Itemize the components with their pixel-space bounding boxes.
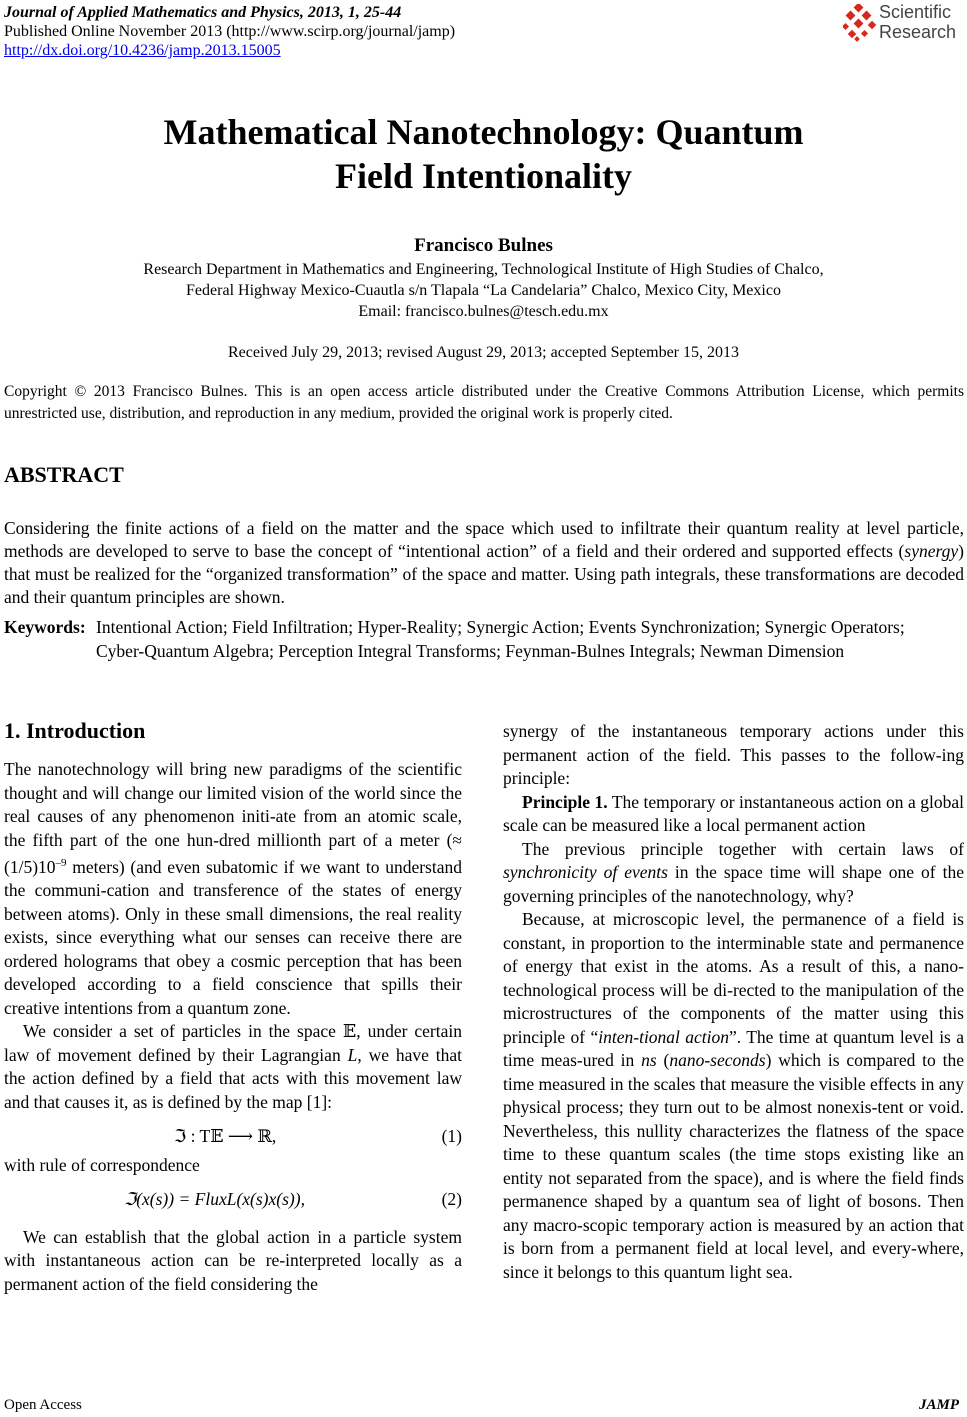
right-p2b: in the space time will shape one of the governing principles of the nanotechnology, why? xyxy=(503,862,964,906)
abstract-heading: ABSTRACT xyxy=(4,462,124,487)
affiliation-line1: Research Department in Mathematics and Engineering, Technological Institute of High Studies of Chalco, xyxy=(143,261,824,278)
left-paragraph-2 xyxy=(4,1020,462,1114)
keywords xyxy=(4,616,964,661)
affiliation-line2: Federal Highway Mexico-Cuautla s/n Tlapala “La Candelaria” Chalco, Mexico City, Mexico xyxy=(186,282,781,299)
right-p3a: Because, at microscopic level, the permanence of a field is constant, in proportion to the interminable state and permanence of energy that exist in the atoms. As a result of this, a nano-technological process will be di-rected to the manipulation of the microstructures of the components of the matter using this principle of “ xyxy=(503,909,964,1047)
abstract-synergy: synergy xyxy=(904,541,959,561)
left-paragraph-4: We can establish that the global action in a particle system with instantaneous action can be re-interpreted locally as a permanent action of the field considering the xyxy=(4,1226,462,1294)
right-paragraph-2 xyxy=(503,838,964,909)
right-p3-italic-3: nano-seconds xyxy=(669,1050,766,1070)
equation-2 xyxy=(4,1180,462,1220)
right-column xyxy=(503,720,964,1284)
equation-1 xyxy=(4,1118,462,1154)
right-p3-italic-1: inten-tional action xyxy=(598,1026,730,1047)
logo-mark-icon xyxy=(843,4,877,44)
equation-1-number: (1) xyxy=(441,1126,462,1147)
left-p2c: , we have that the action defined by a field that acts with this movement law and that causes it, as is defined by the map [1]: xyxy=(4,1044,462,1112)
left-p1a: The nanotechnology will bring new paradigms of the scientific thought and will change our limited vision of the world since the real causes of any phenomenon initi-ate from an atomic scale, the fifth part of the one hun-dred millionth part of a meter (≈ (1/5)10 xyxy=(4,759,462,877)
equation-1-body: ℑ : T𝔼 ⟶ ℝ, xyxy=(174,1126,277,1147)
left-p1b: meters) (and even subatomic if we want to understand the communi-cation and transference of the states of energy between atoms). Only in these small dimensions, the real reality exists, since everything what our senses can receive there are ordered holograms that obey a cosmic perception that has been developed according to a field conscience that spills their creative intentions from a quantum zone. xyxy=(4,856,462,1018)
journal-header xyxy=(4,3,401,22)
footer-open-access: Open Access xyxy=(4,1397,82,1413)
left-p2a: We consider a set of particles in the space xyxy=(23,1021,343,1042)
abstract-part1: Considering the finite actions of a field on the matter and the space which used to infiltrate their quantum reality at level particle, methods are developed to serve to base the concept of “intentional action” of a field and their ordered and supported effects ( xyxy=(4,518,964,561)
right-p2a: The previous principle together with certain laws of xyxy=(522,838,964,859)
right-paragraph-1: synergy of the instantaneous temporary actions under this permanent action of the field. This passes to the follow-ing principle: xyxy=(503,721,964,788)
logo-line2: Research xyxy=(879,22,957,42)
left-paragraph-1 xyxy=(4,758,462,1020)
right-p3-italic-2: ns xyxy=(641,1050,657,1070)
logo-text xyxy=(879,2,956,42)
article-dates: Received July 29, 2013; revised August 29, 2013; accepted September 15, 2013 xyxy=(227,344,739,361)
right-p3b: ”. The time at quantum level is a time meas-ured in xyxy=(503,1026,964,1070)
copyright-notice: Copyright © 2013 Francisco Bulnes. This is an open access article distributed under the Creative Commons Attribution License, which permits unrestricted use, distribution, and reproduction in any medium, provided the original work is properly cited. xyxy=(4,383,964,422)
principle-1 xyxy=(503,791,964,838)
principle-1-label: Principle 1. xyxy=(522,791,608,812)
abstract-part2: ) that must be realized for the “organized transformation” of the space and matter. Using path integrals, these transformations are decoded and their quantum principles are shown. xyxy=(4,541,964,607)
left-paragraph-3: with rule of correspondence xyxy=(4,1155,200,1176)
abstract-text xyxy=(4,517,964,609)
equation-2-body: ℑ(x(s)) = FluxL(x(s)x(s)), xyxy=(124,1188,305,1209)
right-p3d: ) which is compared to the time measured in the scales that measure the visible effects in any physical process; they turn out to be almost nonexis-tent or void. Nevertheless, this nullity characterizes the flatness of the space time to these quantum scales (the time stops existing like an entity not separated from the space), and is where the field finds permanence shaped by a quantum sea of light of bosons. Then any macro-scopic temporary action is measured by an action that is born from a permanent field at local level, and every-where, since it belongs to this quantum light sea. xyxy=(503,1050,964,1282)
space-symbol: 𝔼 xyxy=(342,1021,357,1042)
lagrangian-symbol: L xyxy=(347,1044,358,1065)
right-paragraph-3 xyxy=(503,908,964,1284)
principle-1-text: The temporary or instantaneous action on a global scale can be measured like a local permanent action xyxy=(503,791,964,835)
published-line: Published Online November 2013 (http://www.scirp.org/journal/jamp) xyxy=(4,23,456,40)
scientific-research-logo[interactable] xyxy=(843,2,965,46)
left-column xyxy=(4,758,462,1296)
author-name: Francisco Bulnes xyxy=(414,235,553,256)
keywords-list: Intentional Action; Field Infiltration; Hyper-Reality; Synergic Action; Events Synchronization; Synergic Operators; Cyber-Quantum Algebra; Perception Integral Transforms; Feynman-Bulnes Integrals; Newman Dimension xyxy=(96,617,905,661)
right-p2-italic: synchronicity of events xyxy=(503,862,668,882)
left-p2b: , under certain law of movement defined by their Lagrangian xyxy=(4,1021,462,1065)
section-heading-introduction: 1. Introduction xyxy=(4,718,146,743)
journal-info: , 2013, 1, 25-44 xyxy=(299,4,402,21)
paper-title xyxy=(0,110,967,198)
equation-2-number: (2) xyxy=(441,1188,462,1209)
journal-name: Journal of Applied Mathematics and Physics xyxy=(4,4,300,21)
logo-line1: Scientific xyxy=(879,2,952,22)
title-line2: Field Intentionality xyxy=(334,156,633,196)
footer-journal-abbrev: JAMP xyxy=(918,1397,959,1413)
keywords-label: Keywords: xyxy=(4,617,86,637)
left-p1-exponent: –9 xyxy=(55,857,67,869)
author-email: Email: francisco.bulnes@tesch.edu.mx xyxy=(358,303,609,320)
right-p3c: ( xyxy=(656,1050,670,1070)
title-line1: Mathematical Nanotechnology: Quantum xyxy=(163,112,804,152)
doi-link[interactable]: http://dx.doi.org/10.4236/jamp.2013.15005 xyxy=(4,42,281,59)
